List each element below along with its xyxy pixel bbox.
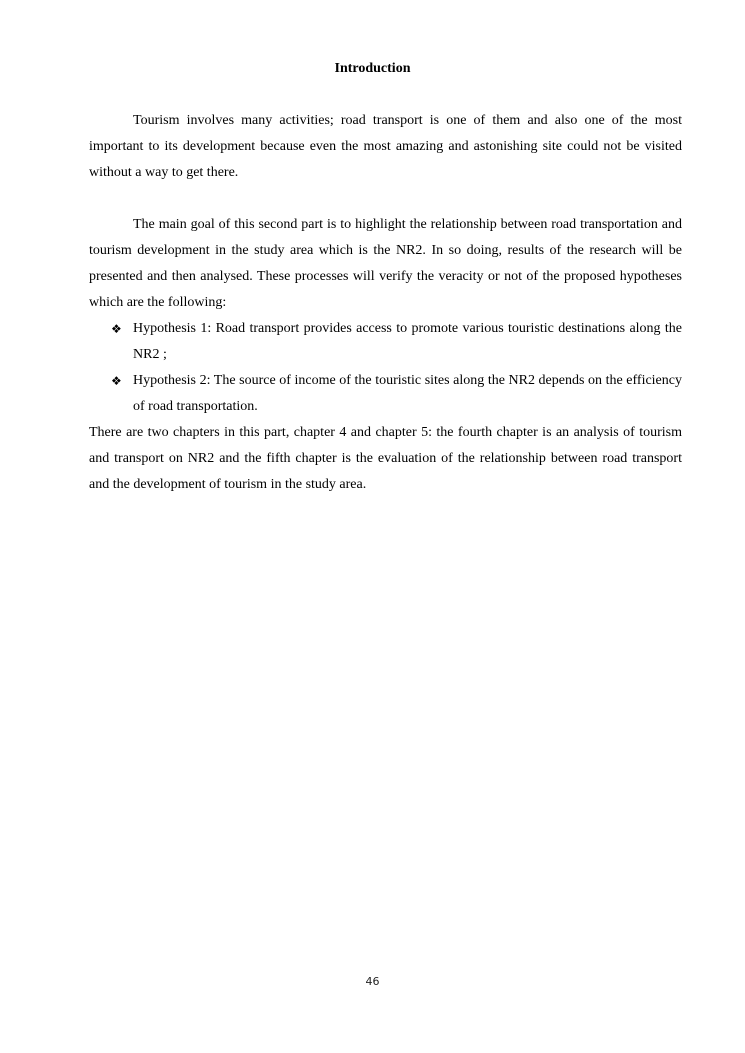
hypothesis-text: Hypothesis 2: The source of income of the touristic sites along the NR2 depends on the efficiency of road transportation. <box>133 373 682 414</box>
paragraph-spacer <box>89 186 682 212</box>
goal-paragraph: The main goal of this second part is to highlight the relationship between road transportation and tourism development in the study area which is the NR2. In so doing, results of the research will be presented and then analysed. These processes will verify the veracity or not of the proposed hypotheses which are the following: <box>89 217 682 310</box>
hypothesis-text: Hypothesis 1: Road transport provides access to promote various touristic destinations along the NR2 ; <box>133 321 682 362</box>
document-body <box>89 108 682 498</box>
diamond-bullet-icon: ❖ <box>111 374 122 388</box>
intro-paragraph: Tourism involves many activities; road transport is one of them and also one of the most important to its development because even the most amazing and astonishing site could not be visited without a way to get there. <box>89 113 682 180</box>
page-number: 46 <box>365 975 380 988</box>
chapters-paragraph: There are two chapters in this part, chapter 4 and chapter 5: the fourth chapter is an analysis of tourism and transport on NR2 and the fifth chapter is the evaluation of the relationship between road transport and the development of tourism in the study area. <box>89 425 682 492</box>
hypotheses-list <box>89 316 682 420</box>
diamond-bullet-icon: ❖ <box>111 322 122 336</box>
list-item <box>89 368 682 420</box>
list-item <box>89 316 682 368</box>
page-title: Introduction <box>334 61 411 76</box>
